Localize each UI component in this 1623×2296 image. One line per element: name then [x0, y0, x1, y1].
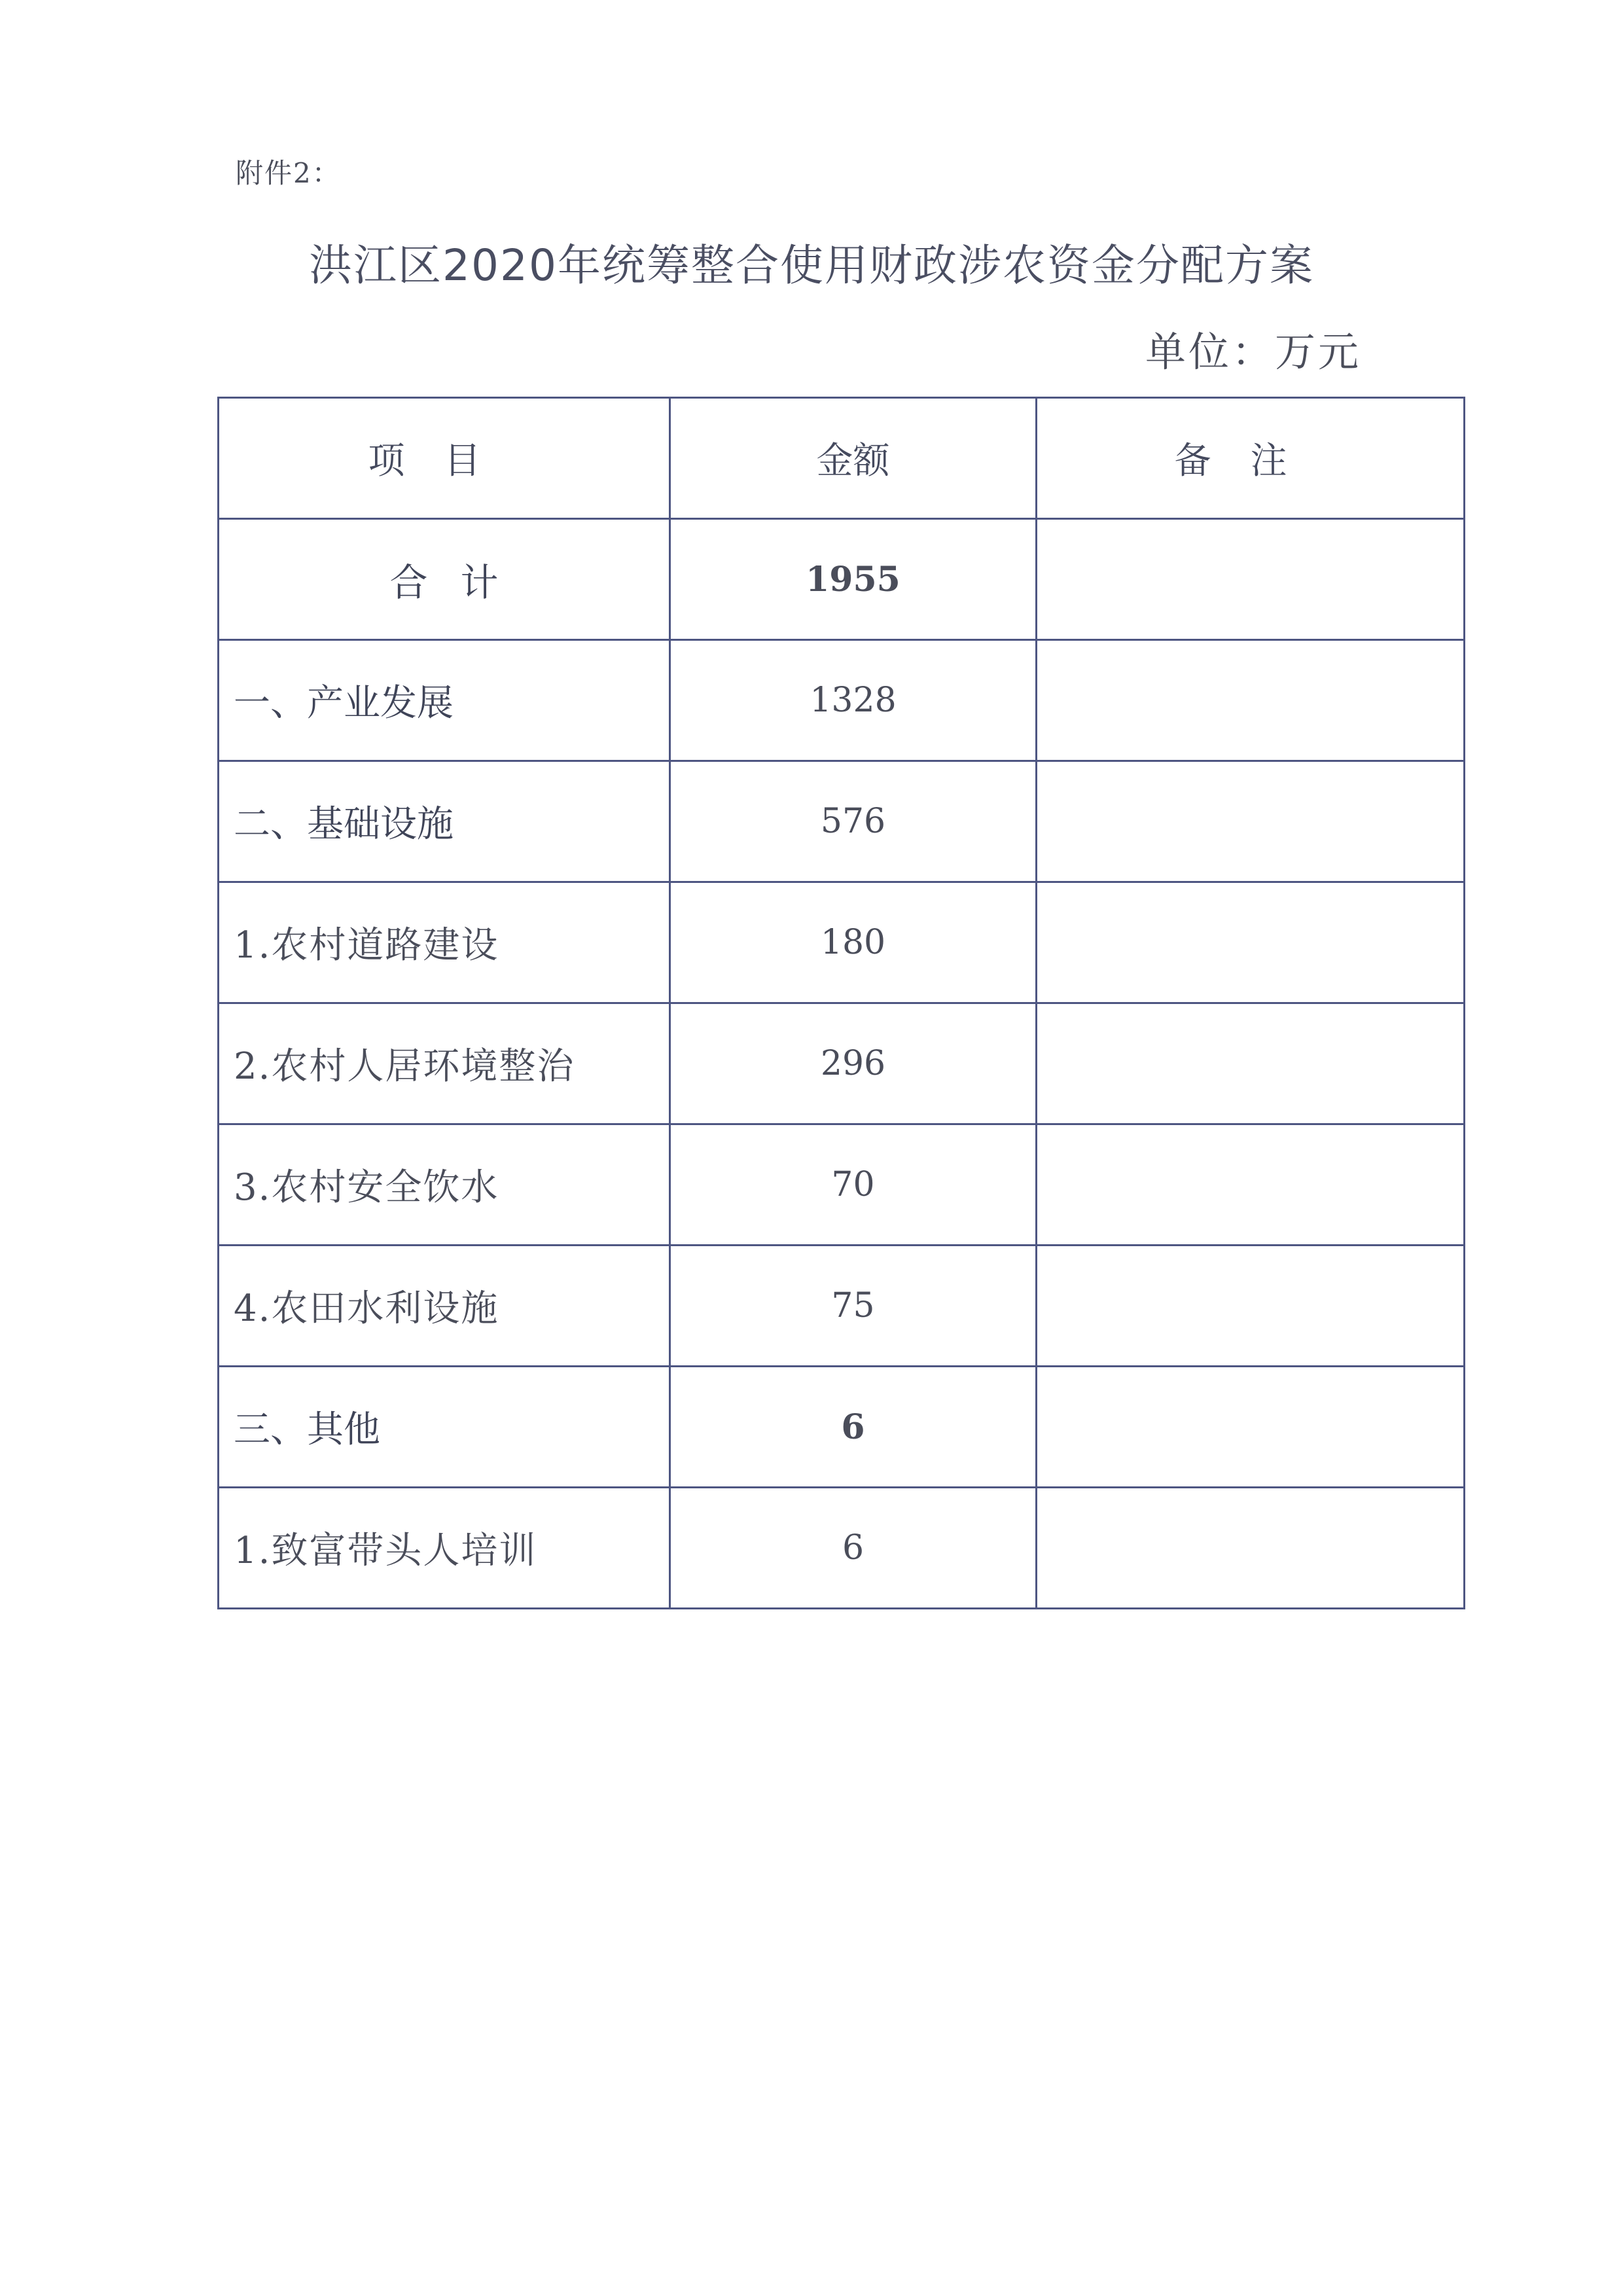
row-amount: 75: [670, 1246, 1037, 1367]
row-label: 2.农村人居环境整治: [219, 1003, 670, 1124]
row-label: 3.农村安全饮水: [219, 1124, 670, 1246]
row-remark: [1037, 640, 1465, 761]
row-remark: [1037, 1003, 1465, 1124]
row-amount: 1328: [670, 640, 1037, 761]
row-amount: 6: [670, 1488, 1037, 1609]
row-amount: 296: [670, 1003, 1037, 1124]
table-row: [219, 640, 1465, 761]
total-remark: [1037, 519, 1465, 640]
row-remark: [1037, 1246, 1465, 1367]
row-label: 1.农村道路建设: [219, 882, 670, 1003]
table-row: [219, 1246, 1465, 1367]
row-label: 1.致富带头人培训: [219, 1488, 670, 1609]
row-amount: 180: [670, 882, 1037, 1003]
table-row: [219, 882, 1465, 1003]
row-amount: 6: [670, 1367, 1037, 1488]
row-amount: 576: [670, 761, 1037, 882]
header-remark: 备注: [1037, 398, 1465, 519]
table-row: [219, 1124, 1465, 1246]
row-label: 一、产业发展: [219, 640, 670, 761]
row-remark: [1037, 1367, 1465, 1488]
attachment-label: 附件2：: [236, 157, 341, 189]
table-row: [219, 761, 1465, 882]
row-remark: [1037, 1488, 1465, 1609]
table-row: [219, 1488, 1465, 1609]
allocation-table: [217, 397, 1465, 1609]
total-label: 合计: [219, 519, 670, 640]
unit-label: 单位：万元: [1145, 328, 1362, 376]
row-remark: [1037, 1124, 1465, 1246]
row-remark: [1037, 761, 1465, 882]
row-label: 三、其他: [219, 1367, 670, 1488]
row-label: 二、基础设施: [219, 761, 670, 882]
total-amount: 1955: [670, 519, 1037, 640]
row-label: 4.农田水利设施: [219, 1246, 670, 1367]
header-amount: 金额: [670, 398, 1037, 519]
total-row: [219, 519, 1465, 640]
table-row: [219, 1003, 1465, 1124]
row-remark: [1037, 882, 1465, 1003]
document-title: 洪江区2020年统筹整合使用财政涉农资金分配方案: [309, 240, 1314, 291]
header-item: 项目: [219, 398, 670, 519]
table-row: [219, 1367, 1465, 1488]
row-amount: 70: [670, 1124, 1037, 1246]
table-header-row: [219, 398, 1465, 519]
